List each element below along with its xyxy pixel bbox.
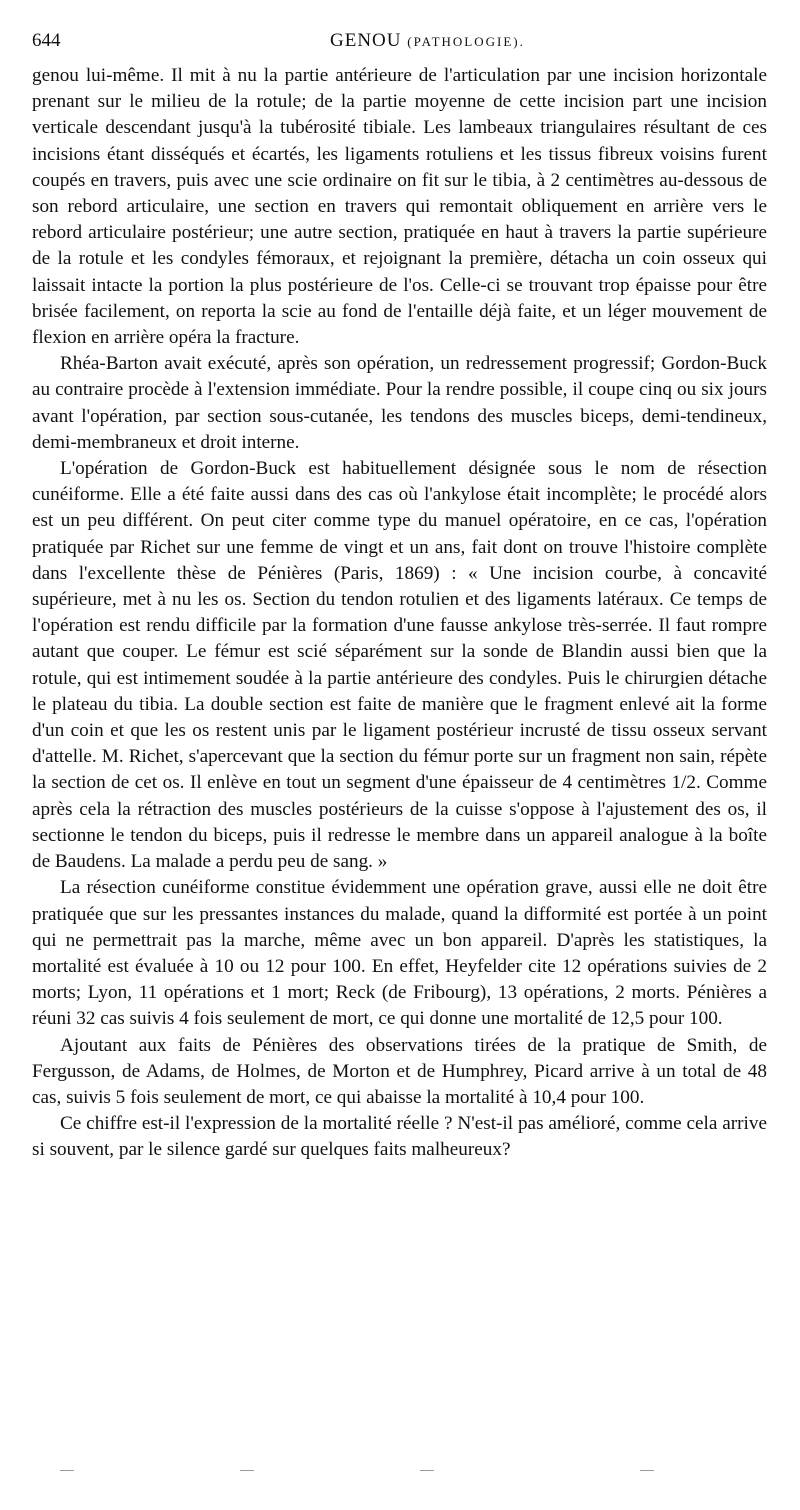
running-head: [32, 30, 772, 60]
paragraph-5: Ajoutant aux faits de Pénières des observations tirées de la pratique de Smith, de Fergusson, de Adams, de Holmes, de Morton et de Humphrey, Picard arrive à un total de 48 cas, suivis 5 fois seulement de mort, ce qui abaisse la mortalité à 10,4 pour 100.: [32, 1034, 767, 1108]
running-title-main: GENOU: [330, 30, 402, 51]
footer-mark: [420, 1470, 434, 1471]
footer-mark: [60, 1470, 74, 1471]
paragraph-3: L'opération de Gordon-Buck est habituellement désignée sous le nom de résection cunéiforme. Elle a été faite aussi dans des cas où l'ankylose était incomplète; le procédé alors est un peu différent. On peut citer comme type du manuel opératoire, en ce cas, l'opération pratiquée par Richet sur une femme de vingt et un ans, fait dont on trouve l'histoire complète dans l'excellente thèse de Pénières (Paris, 1869) : « Une incision courbe, à concavité supérieure, met à nu les os. Section du tendon rotulien et des ligaments latéraux. Ce temps de l'opération est rendu difficile par la formation d'une fausse ankylose très-serrée. Il faut rompre autant que couper. Le fémur est scié séparément sur la sonde de Blandin aussi bien que la rotule, qui est intimement soudée à la partie antérieure des condyles. Puis le chirurgien détache le plateau du tibia. La double section est faite de manière que le fragment enlevé ait la forme d'un coin et que les os restent unis par le ligament postérieur incrusté de tissu osseux servant d'attelle. M. Richet, s'apercevant que la section du fémur porte sur un fragment non sain, répète la section de cet os. Il enlève en tout un segment d'une épaisseur de 4 centimètres 1/2. Comme après cela la rétraction des muscles postérieurs de la cuisse s'oppose à l'ajustement des os, il sectionne le tendon du biceps, puis il redresse le membre dans un appareil analogue à la boîte de Baudens. La malade a perdu peu de sang. »: [32, 458, 767, 873]
paragraph-2: Rhéa-Barton avait exécuté, après son opération, un redressement progressif; Gordon-Buck au contraire procède à l'extension immédiate. Pour la rendre possible, il coupe cinq ou six jours avant l'opération, par section sous-cutanée, les tendons des muscles biceps, demi-tendineux, demi-membraneux et droit interne.: [32, 353, 767, 453]
footer-marks: [60, 1470, 680, 1480]
page-number: 644: [32, 30, 61, 51]
body-text: [32, 63, 767, 1164]
running-title-subtitle: (PATHOLOGIE).: [407, 34, 525, 49]
running-title: [330, 30, 525, 52]
paragraph-1: genou lui-même. Il mit à nu la partie antérieure de l'articulation par une incision horizontale prenant sur le milieu de la rotule; de la partie moyenne de cette incision part une incision verticale descendant jusqu'à la tubérosité tibiale. Les lambeaux triangulaires résultant de ces incisions étant disséqués et écartés, les ligaments rotuliens et les tissus fibreux voisins furent coupés en travers, puis avec une scie ordinaire on fit sur le tibia, à 2 centimètres au-dessous de son rebord articulaire, une section en travers qui remontait obliquement en arrière vers le rebord articulaire postérieur; une autre section, pratiquée en haut à travers la partie supérieure de la rotule et les condyles fémoraux, et rejoignant la première, détacha un coin osseux qui laissait intacte la portion la plus postérieure de l'os. Celle-ci se trouvant trop épaisse pour être brisée facilement, on reporta la scie au fond de l'entaille déjà faite, et un léger mouvement de flexion en arrière opéra la fracture.: [32, 65, 767, 349]
footer-mark: [640, 1470, 654, 1471]
paragraph-4: La résection cunéiforme constitue évidemment une opération grave, aussi elle ne doit être pratiquée que sur les pressantes instances du malade, quand la difformité est portée à un point qui ne permettrait pas la marche, même avec un bon appareil. D'après les statistiques, la mortalité est évaluée à 10 ou 12 pour 100. En effet, Heyfelder cite 12 opérations suivies de 2 morts; Lyon, 11 opérations et 1 mort; Reck (de Fribourg), 13 opérations, 2 morts. Pénières a réuni 32 cas suivis 4 fois seulement de mort, ce qui donne une mortalité de 12,5 pour 100.: [32, 877, 767, 1030]
paragraph-6: Ce chiffre est-il l'expression de la mortalité réelle ? N'est-il pas amélioré, comme cela arrive si souvent, par le silence gardé sur quelques faits malheureux?: [32, 1113, 767, 1161]
footer-mark: [240, 1470, 254, 1471]
